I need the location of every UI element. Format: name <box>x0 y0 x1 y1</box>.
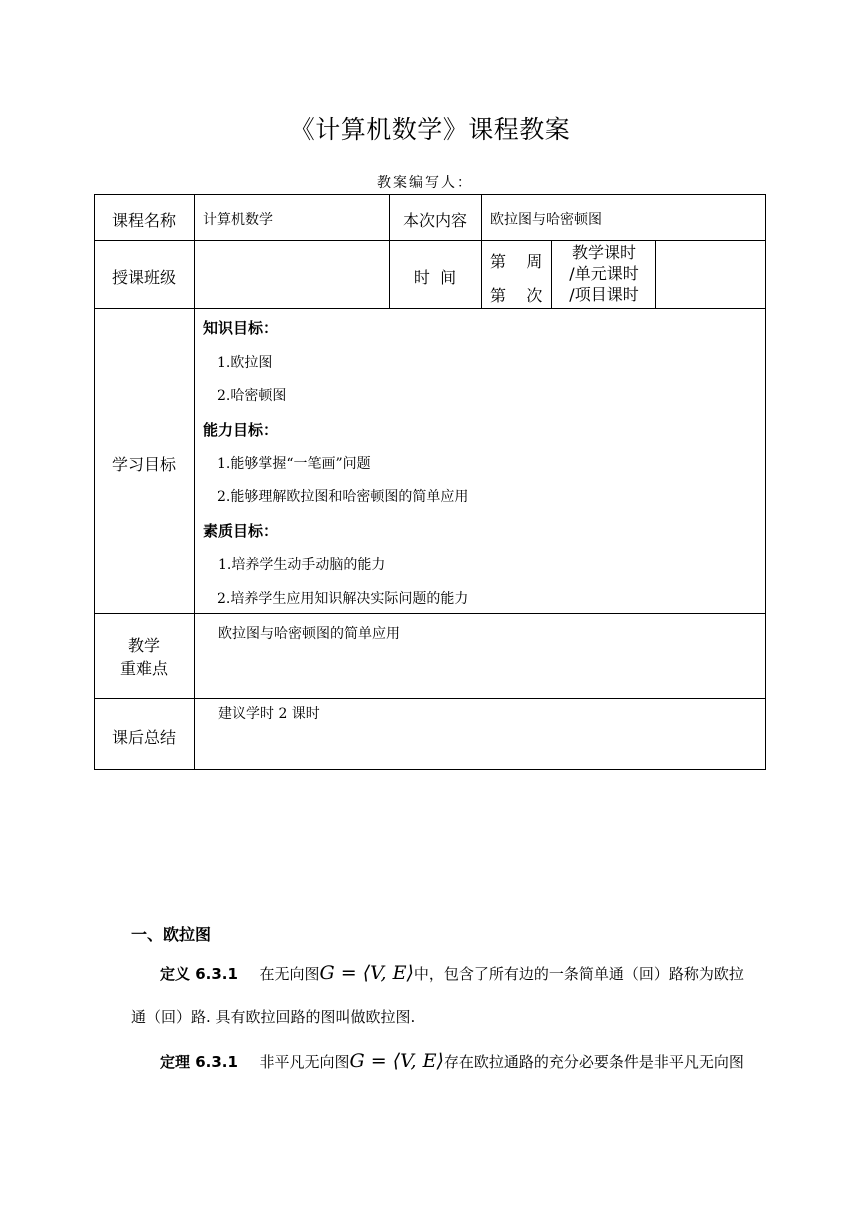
ability-heading: 能力目标： <box>203 421 279 439</box>
hours-label <box>553 242 655 305</box>
definition-line-2: 通（回）路. 具有欧拉回路的图叫做欧拉图. <box>131 1008 416 1026</box>
content-value: 欧拉图与哈密顿图 <box>490 212 602 228</box>
summary-label: 课后总结 <box>111 728 176 747</box>
hours-line-3: /项目课时 <box>569 285 639 304</box>
difficulty-label-line-2: 重难点 <box>119 659 168 678</box>
week-label: 第 周 <box>490 252 543 271</box>
difficulty-value: 欧拉图与哈密顿图的简单应用 <box>218 626 400 642</box>
content-label: 本次内容 <box>402 211 467 230</box>
course-name-label: 课程名称 <box>111 211 176 230</box>
definition-label: 定义 6.3.1 <box>160 965 238 983</box>
knowledge-heading: 知识目标： <box>203 319 279 337</box>
class-label: 授课班级 <box>111 268 176 287</box>
difficulty-label <box>94 634 194 680</box>
quality-item-1: 1.培养学生动手动脑的能力 <box>218 557 386 573</box>
course-name-value: 计算机数学 <box>203 212 273 228</box>
summary-value: 建议学时 2 课时 <box>218 706 320 722</box>
time-label: 时 间 <box>413 268 457 287</box>
theorem-label: 定理 6.3.1 <box>160 1053 238 1071</box>
hours-line-2: /单元课时 <box>569 264 639 283</box>
quality-item-2: 2.培养学生应用知识解决实际问题的能力 <box>217 591 469 607</box>
ability-item-2: 2.能够理解欧拉图和哈密顿图的简单应用 <box>217 489 469 505</box>
hours-line-1: 教学课时 <box>571 243 636 262</box>
author-label: 教案编写人： <box>377 175 473 191</box>
definition-formula: G = ⟨V, E⟩ <box>319 962 414 984</box>
knowledge-item-1: 1.欧拉图 <box>217 355 273 371</box>
definition-text-before: 在无向图 <box>259 965 320 983</box>
session-label: 第 次 <box>490 286 543 305</box>
difficulty-label-line-1: 教学 <box>127 636 160 655</box>
knowledge-item-2: 2.哈密顿图 <box>217 388 287 404</box>
theorem-formula: G = ⟨V, E⟩ <box>349 1050 444 1072</box>
section-heading: 一、欧拉图 <box>131 925 212 944</box>
theorem-line-1 <box>160 1050 744 1072</box>
theorem-text-after: 存在欧拉通路的充分必要条件是非平凡无向图 <box>443 1053 744 1071</box>
ability-item-1: 1.能够掌握“一笔画”问题 <box>217 456 371 472</box>
quality-heading: 素质目标： <box>203 522 279 540</box>
goals-label: 学习目标 <box>111 455 176 474</box>
theorem-text-before: 非平凡无向图 <box>259 1053 350 1071</box>
definition-text-after: 中，包含了所有边的一条简单通（回）路称为欧拉 <box>413 965 744 983</box>
page-title: 《计算机数学》课程教案 <box>289 115 571 144</box>
definition-line-1 <box>160 962 744 984</box>
